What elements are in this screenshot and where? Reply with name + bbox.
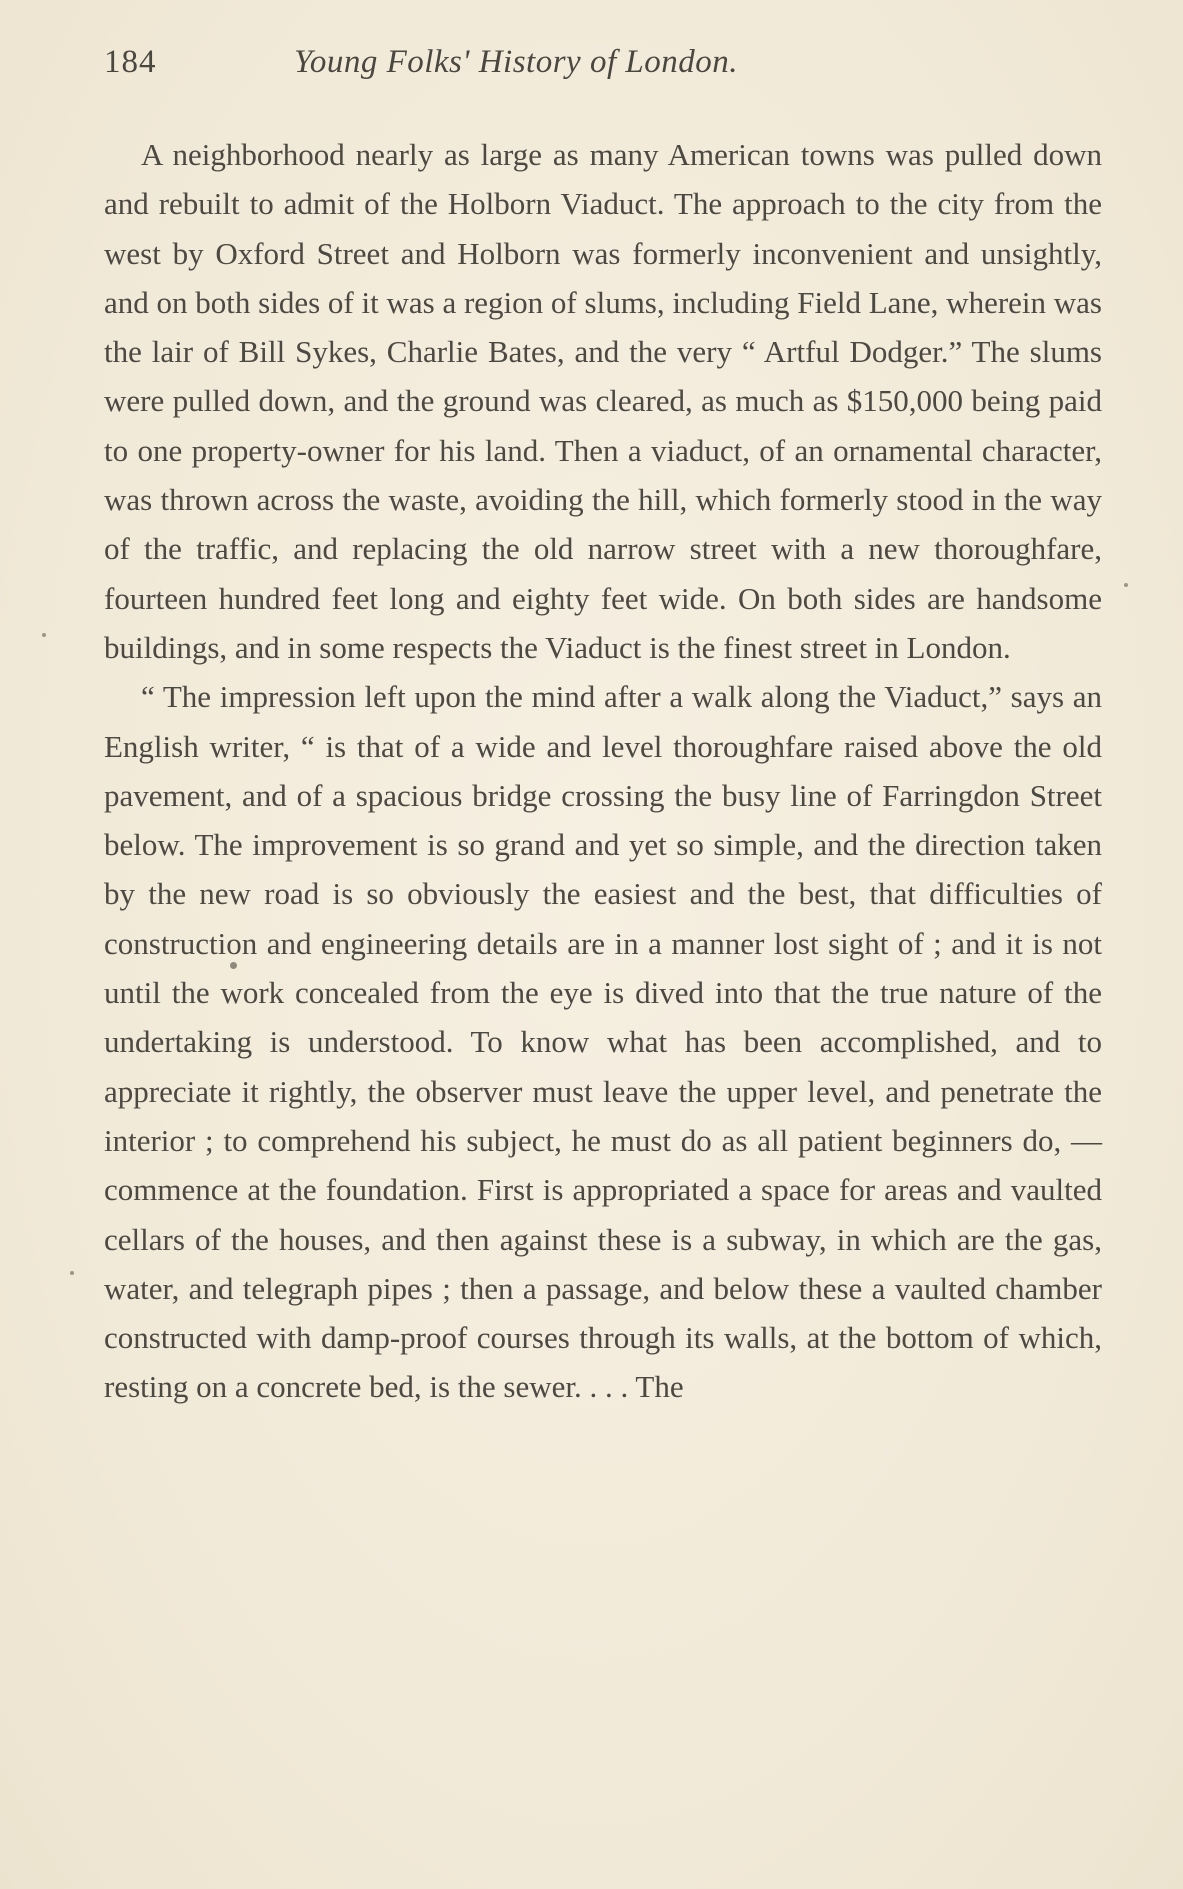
page-number: 184 <box>104 44 157 80</box>
running-title: Young Folks' History of London. <box>294 44 738 80</box>
page-header <box>104 44 1084 94</box>
paper-speck <box>1124 583 1128 587</box>
paper-speck <box>42 633 46 637</box>
paper-speck <box>70 1271 74 1275</box>
paragraph-1: A neighborhood nearly as large as many American towns was pulled down and rebuilt to admit of the Holborn Viaduct. The approach to the city from the west by Oxford Street and Holborn was formerly inconvenient and unsightly, and on both sides of it was a region of slums, including Field Lane, wherein was the lair of Bill Sykes, Charlie Bates, and the very “ Artful Dodger.” The slums were pulled down, and the ground was cleared, as much as $150,000 being paid to one property-owner for his land. Then a viaduct, of an ornamental character, was thrown across the waste, avoiding the hill, which formerly stood in the way of the traffic, and replacing the old narrow street with a new thoroughfare, fourteen hundred feet long and eighty feet wide. On both sides are handsome buildings, and in some respects the Viaduct is the finest street in London. <box>104 137 1102 665</box>
paper-speck <box>230 962 237 969</box>
body-text <box>104 130 1102 1412</box>
paragraph-2: “ The impression left upon the mind after a walk along the Viaduct,” says an English writer, “ is that of a wide and level thoroughfare raised above the old pavement, and of a spacious bridge crossing the busy line of Farringdon Street below. The improvement is so grand and yet so simple, and the direction taken by the new road is so obviously the easiest and the best, that difficulties of construction and engineering details are in a manner lost sight of ; and it is not until the work concealed from the eye is dived into that the true nature of the undertaking is understood. To know what has been accomplished, and to appreciate it rightly, the observer must leave the upper level, and penetrate the interior ; to comprehend his subject, he must do as all patient beginners do, — commence at the foundation. First is appropriated a space for areas and vaulted cellars of the houses, and then against these is a subway, in which are the gas, water, and telegraph pipes ; then a passage, and below these a vaulted chamber constructed with damp-proof courses through its walls, at the bottom of which, resting on a concrete bed, is the sewer. . . . The <box>104 679 1102 1405</box>
